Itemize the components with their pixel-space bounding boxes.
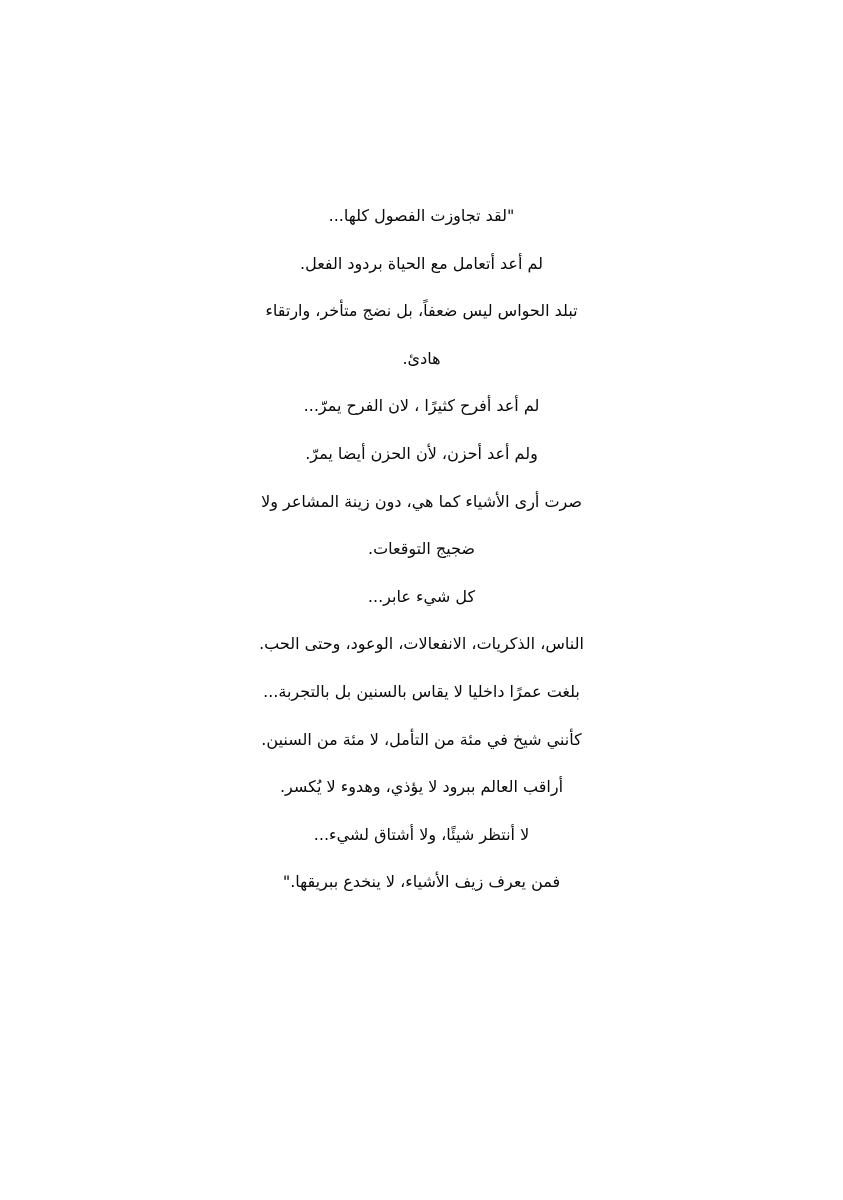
poem-line: كل شيء عابر... [367, 586, 476, 606]
poem-line: تبلد الحواس ليس ضعفاً، بل نضج متأخر، وارتقاء [265, 301, 578, 321]
poem-text [0, 192, 843, 906]
poem-line: لم أعد أفرح كثيرًا ، لان الفرح يمرّ... [303, 396, 540, 416]
poem-line: أراقب العالم ببرود لا يؤذي، وهدوء لا يُكسر. [279, 777, 564, 797]
poem-line: لا أنتظر شيئًا، ولا أشتاق لشيء... [313, 824, 530, 844]
poem-line: لم أعد أتعامل مع الحياة بردود الفعل. [299, 253, 544, 273]
poem-line: ضجيج التوقعات. [368, 539, 475, 559]
poem-line: ولم أعد أحزن، لأن الحزن أيضا يمرّ. [305, 443, 538, 463]
poem-line: صرت أرى الأشياء كما هي، دون زينة المشاعر ولا [261, 491, 582, 511]
poem-line: فمن يعرف زيف الأشياء، لا ينخدع ببريقها." [282, 872, 561, 892]
poem-line: بلغت عمرًا داخليا لا يقاس بالسنين بل بالتجربة... [263, 681, 580, 701]
poem-line: "لقد تجاوزت الفصول كلها... [328, 206, 515, 225]
poem-line: الناس، الذكريات، الانفعالات، الوعود، وحتى الحب. [259, 634, 584, 654]
poem-line: كأنني شيخ في مئة من التأمل، لا مئة من السنين. [261, 729, 582, 749]
poem-line: هادئ. [402, 348, 441, 368]
